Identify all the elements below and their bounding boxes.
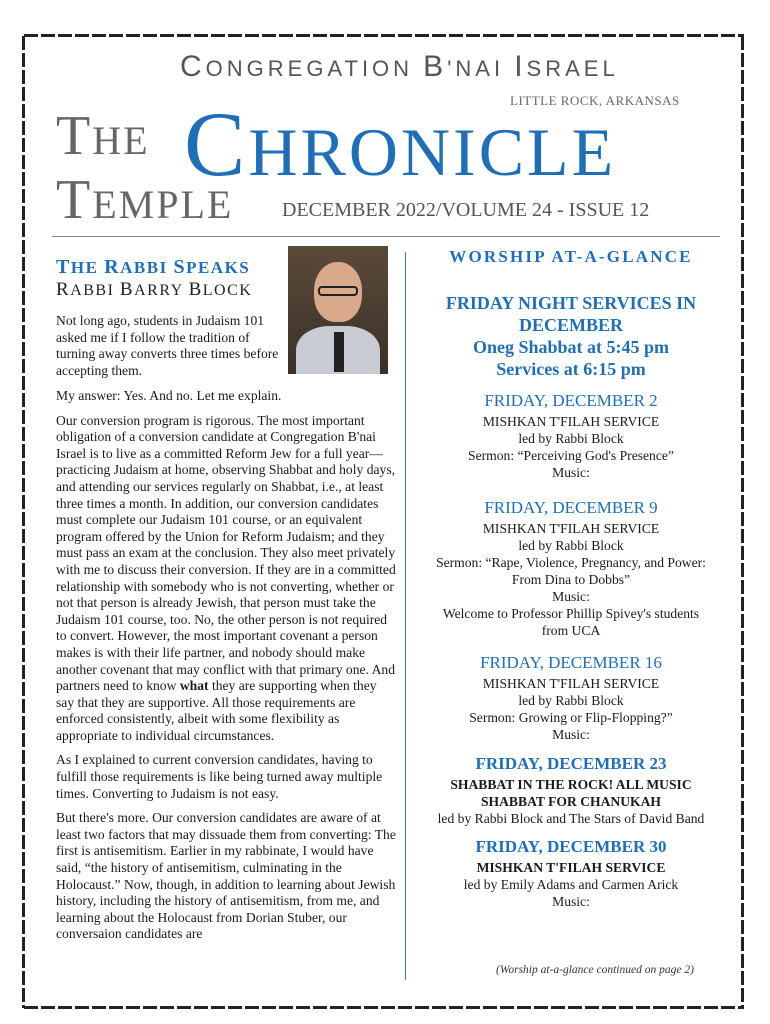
service-music: Music: — [552, 465, 590, 480]
masthead-the: THE — [56, 105, 150, 167]
service-name: MISHKAN T'FILAH SERVICE — [482, 676, 660, 691]
service-dec-2 — [414, 390, 728, 481]
service-dec-30 — [414, 836, 728, 910]
service-name-cont: SHABBAT FOR CHANUKAH — [480, 794, 661, 809]
photo-tie-shape — [334, 332, 344, 372]
issue-line: DECEMBER 2022/VOLUME 24 - ISSUE 12 — [282, 199, 650, 221]
service-sermon: Sermon: Growing or Flip-Flopping?” — [469, 710, 673, 725]
service-leader: led by Emily Adams and Carmen Arick — [463, 877, 679, 892]
article-body — [56, 388, 398, 951]
service-date: FRIDAY, DECEMBER 2 — [484, 391, 658, 410]
service-date: FRIDAY, DECEMBER 9 — [484, 498, 658, 517]
service-name: MISHKAN T'FILAH SERVICE — [482, 414, 660, 429]
service-name: MISHKAN T'FILAH SERVICE — [476, 860, 666, 875]
service-note-cont: from UCA — [541, 623, 601, 638]
service-leader: led by Rabbi Block — [518, 431, 624, 446]
frame-bottom-border — [24, 1006, 744, 1009]
service-note: Welcome to Professor Phillip Spivey's students — [442, 606, 700, 621]
article-paragraph: Our conversion program is rigorous. The most important obligation of a conversion candidate at Congregation B'nai Israel is to live as a committed Reform Jew for a full year—practicing Judaism at home, observing Shabbat and holy days, and attending our services regularly on Shabbat, i.e., at least three times a month. In addition, our conversion candidates must complete our Judaism 101 course, or an equivalent program offered by the Union for Reform Judaism; and they must pass an exam at the conclusion. They also meet privately with me to discuss their conversion. If they are in a committed relationship with somebody who is not converting, whether or not that person is already Jewish, that person must take the Judaism 101 course, too. No, the other person is not required to convert. However, the most important covenant a person makes is with their life partner, and nobody should make another covenant that may conflict with that primary one. And partners need to know what they are supporting when they say that they are supportive. All those requirements are enforced consistently, albeit with some flexibility as appropriate to individual circumstances. — [56, 412, 396, 743]
masthead-temple: TEMPLE — [56, 169, 234, 231]
photo-glasses-shape — [318, 286, 358, 296]
service-music: Music: — [552, 727, 590, 742]
friday-night-header: FRIDAY NIGHT SERVICES IN DECEMBER Oneg Shabbat at 5:45 pm Services at 6:15 pm — [445, 293, 697, 379]
article-paragraph: My answer: Yes. And no. Let me explain. — [56, 388, 282, 403]
article-paragraph: But there's more. Our conversion candidates are aware of at least two factors that may dissuade them from converting: The first is antisemitism. Earlier in my rabbinate, I would have said, “the history of antisemitism, culminating in the Holocaust.” Now, though, in addition to learning about Jewish history, including the history of antisemitism, from me, and learning about the Holocaust from Dorian Stuber, our conversaion candidates are — [56, 810, 396, 942]
worship-title: WORSHIP AT-A-GLANCE — [449, 247, 693, 266]
rabbi-speaks-title: THE RABBI SPEAKS — [56, 256, 251, 278]
service-dec-9 — [414, 497, 728, 639]
column-divider — [405, 252, 406, 980]
service-sermon: Sermon: “Perceiving God's Presence” — [468, 448, 674, 463]
continued-note: (Worship at-a-glance continued on page 2) — [496, 964, 694, 976]
rabbi-photo — [288, 246, 388, 374]
masthead-divider — [52, 236, 720, 237]
service-leader: led by Rabbi Block — [518, 693, 624, 708]
service-leader: led by Rabbi Block — [518, 538, 624, 553]
article-paragraph: Not long ago, students in Judaism 101 asked me if I follow the tradition of turning away converts three times before accepting them. — [56, 313, 279, 378]
service-date: FRIDAY, DECEMBER 30 — [475, 837, 667, 856]
frame-right-border — [741, 36, 744, 1008]
masthead-chronicle: CHRONICLE — [184, 93, 617, 195]
service-sermon-cont: From Dina to Dobbs” — [511, 572, 631, 587]
rabbi-name: RABBI BARRY BLOCK — [56, 279, 253, 300]
service-dec-16 — [414, 652, 728, 743]
service-music: Music: — [552, 894, 590, 909]
city-label: LITTLE ROCK, ARKANSAS — [510, 93, 680, 108]
congregation-name: CONGREGATION B'NAI ISRAEL — [180, 50, 619, 83]
article-intro — [56, 313, 282, 387]
service-date: FRIDAY, DECEMBER 16 — [480, 653, 662, 672]
service-sermon: Sermon: “Rape, Violence, Pregnancy, and Power: — [436, 555, 706, 570]
frame-top-border — [24, 34, 744, 37]
frame-left-border — [22, 36, 25, 1008]
service-leader: led by Rabbi Block and The Stars of David Band — [437, 811, 705, 826]
service-music: Music: — [552, 589, 590, 604]
service-date: FRIDAY, DECEMBER 23 — [475, 754, 667, 773]
article-paragraph: As I explained to current conversion candidates, having to fulfill those requirements is like being turned away multiple times. Converting to Judaism is not easy. — [56, 752, 383, 801]
service-dec-23 — [414, 753, 728, 827]
service-name: MISHKAN T'FILAH SERVICE — [482, 521, 660, 536]
service-name: SHABBAT IN THE ROCK! ALL MUSIC — [450, 777, 692, 792]
